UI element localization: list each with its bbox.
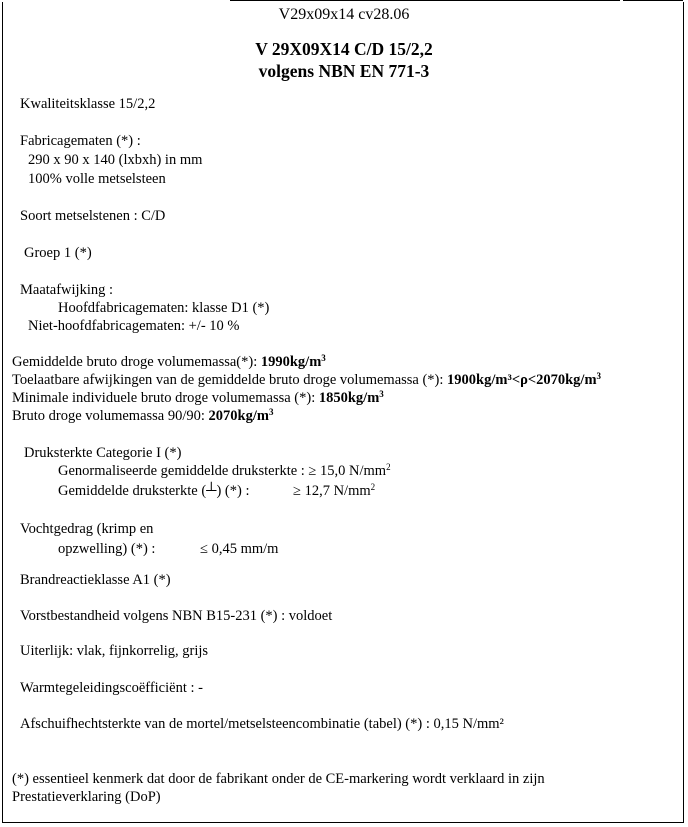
dimensions-label: Fabricagematen (*) :	[20, 133, 141, 149]
strength-mean-label-end: ) (*) :	[216, 483, 250, 499]
density-unit-exp: 3	[321, 353, 326, 363]
top-rule-right	[623, 0, 683, 1]
moisture-value: ≤ 0,45 mm/m	[200, 541, 279, 557]
density-min-label: Minimale individuele bruto droge volumemassa (*):	[12, 390, 319, 406]
density-unit-exp: 3	[379, 389, 384, 399]
strength-mean-value	[293, 482, 375, 500]
brick-type: Soort metselstenen : C/D	[20, 208, 166, 224]
density-min	[12, 389, 384, 407]
fire-class: Brandreactieklasse A1 (*)	[20, 572, 171, 588]
strength-label: Druksterkte Categorie I (*)	[24, 445, 182, 461]
frost-resistance: Vorstbestandheid volgens NBN B15-231 (*) : voldoet	[20, 608, 333, 624]
density-9090	[12, 407, 273, 425]
strength-normalized	[58, 462, 391, 480]
strength-normalized-text: Genormaliseerde gemiddelde druksterkte : ≥ 15,0 N/mm	[58, 463, 387, 479]
dimensions-size: 290 x 90 x 140 (lxbxh) in mm	[28, 152, 203, 168]
appearance: Uiterlijk: vlak, fijnkorrelig, grijs	[20, 643, 209, 659]
density-9090-label: Bruto droge volumemassa 90/90:	[12, 408, 209, 424]
thermal-conductivity: Warmtegeleidingscoëfficiënt : -	[20, 680, 203, 696]
strength-mean-value-text: ≥ 12,7 N/mm	[293, 483, 371, 499]
moisture-line1: Vochtgedrag (krimp en	[20, 521, 154, 537]
density-min-value: 1850kg/m	[318, 390, 380, 406]
density-deviation-label: Toelaatbare afwijkingen van de gemiddelde bruto droge volumemassa (*):	[12, 372, 448, 388]
strength-mean-label: Gemiddelde druksterkte (	[58, 483, 207, 499]
tolerance-main: Hoofdfabricagematen: klasse D1 (*)	[58, 300, 270, 316]
quality-class: Kwaliteitsklasse 15/2,2	[20, 96, 156, 112]
perpendicular-icon: ┴	[206, 483, 217, 499]
standard-title: volgens NBN EN 771-3	[258, 61, 430, 81]
product-title: V 29X09X14 C/D 15/2,2	[255, 39, 433, 59]
dimensions-solidity: 100% volle metselsteen	[28, 171, 166, 187]
moisture-line2: opzwelling) (*) :	[58, 541, 156, 557]
top-rule	[230, 0, 620, 1]
shear-strength: Afschuifhechtsterkte van de mortel/metselsteencombinatie (tabel) (*) : 0,15 N/mm²	[20, 716, 504, 732]
density-unit-exp: 3	[268, 407, 274, 417]
tolerance-label: Maatafwijking :	[20, 282, 114, 298]
strength-mean	[58, 482, 249, 500]
density-deviation-value: 1900kg/m³<ρ<2070kg/m	[447, 372, 597, 388]
strength-exp: 2	[370, 482, 376, 492]
footnote: (*) essentieel kenmerk dat door de fabrikant onder de CE-markering wordt verklaard in zijn Prestatieverklaring (DoP)	[12, 771, 545, 805]
density-mean	[12, 353, 326, 371]
tolerance-other: Niet-hoofdfabricagematen: +/- 10 %	[28, 318, 240, 334]
density-9090-value: 2070kg/m	[208, 408, 269, 424]
strength-exp: 2	[386, 462, 391, 472]
density-mean-value: 1990kg/m	[260, 354, 322, 370]
density-unit-exp: 3	[596, 371, 602, 381]
group: Groep 1 (*)	[24, 245, 92, 261]
density-mean-label: Gemiddelde bruto droge volumemassa(*):	[12, 354, 261, 370]
product-reference: V29x09x14 cv28.06	[278, 6, 410, 23]
density-deviation	[12, 371, 601, 389]
